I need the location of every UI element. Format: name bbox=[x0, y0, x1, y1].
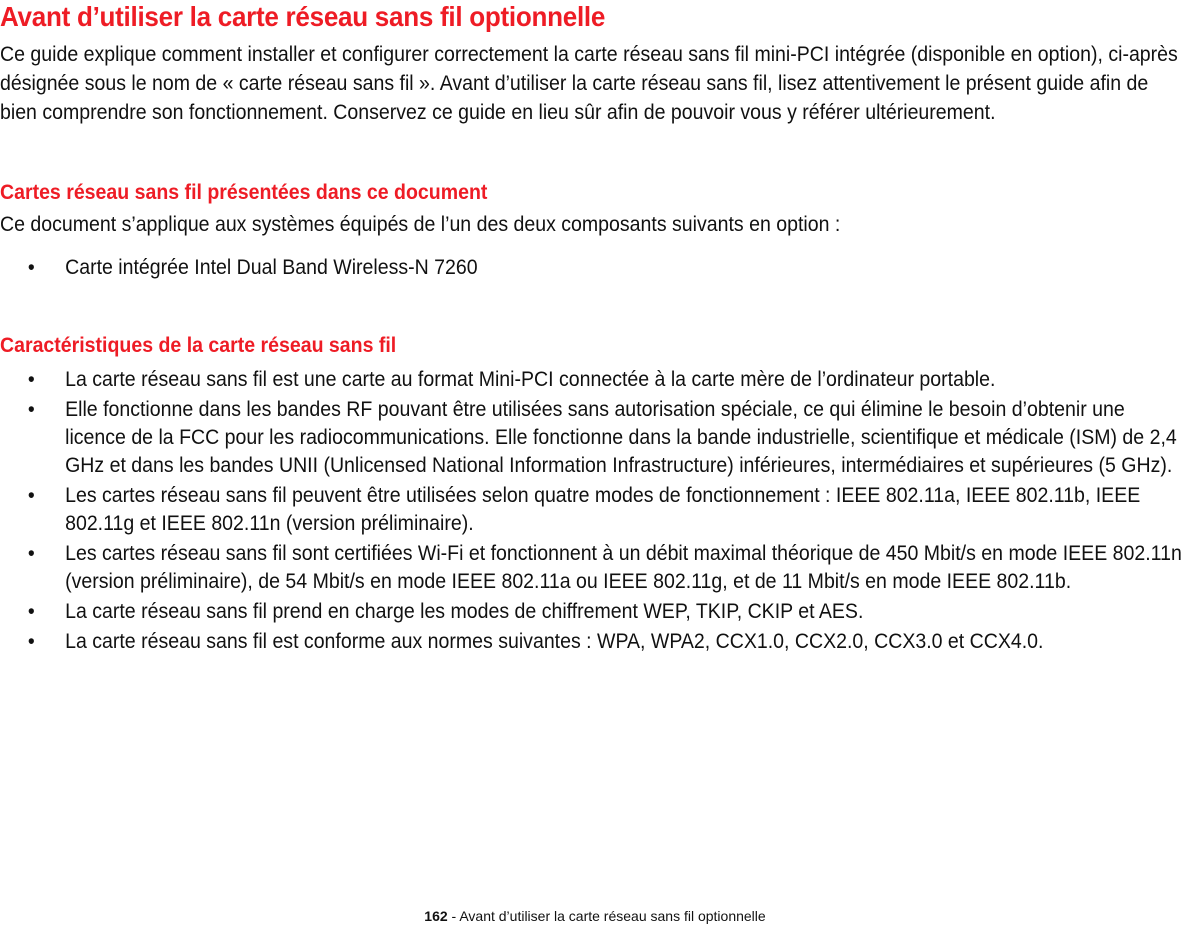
list-item: • Les cartes réseau sans fil peuvent être utilisées selon quatre modes de fonctionnement : IEEE 802.11a, IEEE 802.11b, IEEE 802.11g et IEEE 802.11n (version préliminaire). bbox=[27, 484, 1141, 535]
footer-title: Avant d’utiliser la carte réseau sans fil optionnelle bbox=[459, 908, 766, 924]
bullet-icon: • bbox=[27, 484, 35, 507]
bullet-icon: • bbox=[27, 368, 35, 391]
list-item: • Les cartes réseau sans fil sont certifiées Wi-Fi et fonctionnent à un débit maximal théorique de 450 Mbit/s en mode IEEE 802.11n (version préliminaire), de 54 Mbit/s en mode IEEE 802.11a ou IEEE 802.11g, et de 11 Mbit/s en mode IEEE 802.11b. bbox=[27, 542, 1182, 593]
section-heading-features: Caractéristiques de la carte réseau sans fil bbox=[0, 334, 397, 357]
section-heading-cards: Cartes réseau sans fil présentées dans ce document bbox=[0, 181, 488, 204]
list-item: • La carte réseau sans fil est conforme aux normes suivantes : WPA, WPA2, CCX1.0, CCX2.0, CCX3.0 et CCX4.0. bbox=[0, 628, 1190, 656]
features-list bbox=[0, 366, 1190, 658]
bullet-icon: • bbox=[27, 256, 35, 279]
list-item: • Elle fonctionne dans les bandes RF pouvant être utilisées sans autorisation spéciale, ce qui élimine le besoin d’obtenir une licence de la FCC pour les radiocommunications. Elle fonctionne dans la bande industrielle, scientifique et médicale (ISM) de 2,4 GHz et dans les bandes UNII (Unlicensed National Information Infrastructure) inférieures, intermédiaires et supérieures (5 GHz). bbox=[27, 398, 1177, 477]
list-item: • La carte réseau sans fil prend en charge les modes de chiffrement WEP, TKIP, CKIP et AES. bbox=[0, 598, 1190, 626]
bullet-icon: • bbox=[27, 600, 35, 623]
list-item: • Carte intégrée Intel Dual Band Wireless-N 7260 bbox=[0, 254, 1190, 282]
bullet-icon: • bbox=[27, 398, 35, 421]
page-number: 162 bbox=[424, 908, 448, 924]
intro-paragraph: Ce guide explique comment installer et configurer correctement la carte réseau sans fil mini-PCI intégrée (disponible en option), ci-après désignée sous le nom de « carte réseau sans fil ». Avant d’utiliser la carte réseau sans fil, lisez attentivement le présent guide afin de bien comprendre son fonctionnement. Conservez ce guide en lieu sûr afin de pouvoir vous y référer ultérieurement. bbox=[0, 43, 1178, 124]
page-title: Avant d’utiliser la carte réseau sans fil optionnelle bbox=[0, 1, 606, 32]
page-footer bbox=[0, 908, 1190, 924]
footer-separator: - bbox=[447, 908, 460, 924]
section-cards-text: Ce document s’applique aux systèmes équipés de l’un des deux composants suivants en option : bbox=[0, 213, 841, 236]
cards-list bbox=[0, 254, 1190, 284]
bullet-icon: • bbox=[27, 542, 35, 565]
list-item: • La carte réseau sans fil est une carte au format Mini-PCI connectée à la carte mère de l’ordinateur portable. bbox=[0, 366, 1190, 394]
bullet-icon: • bbox=[27, 630, 35, 653]
